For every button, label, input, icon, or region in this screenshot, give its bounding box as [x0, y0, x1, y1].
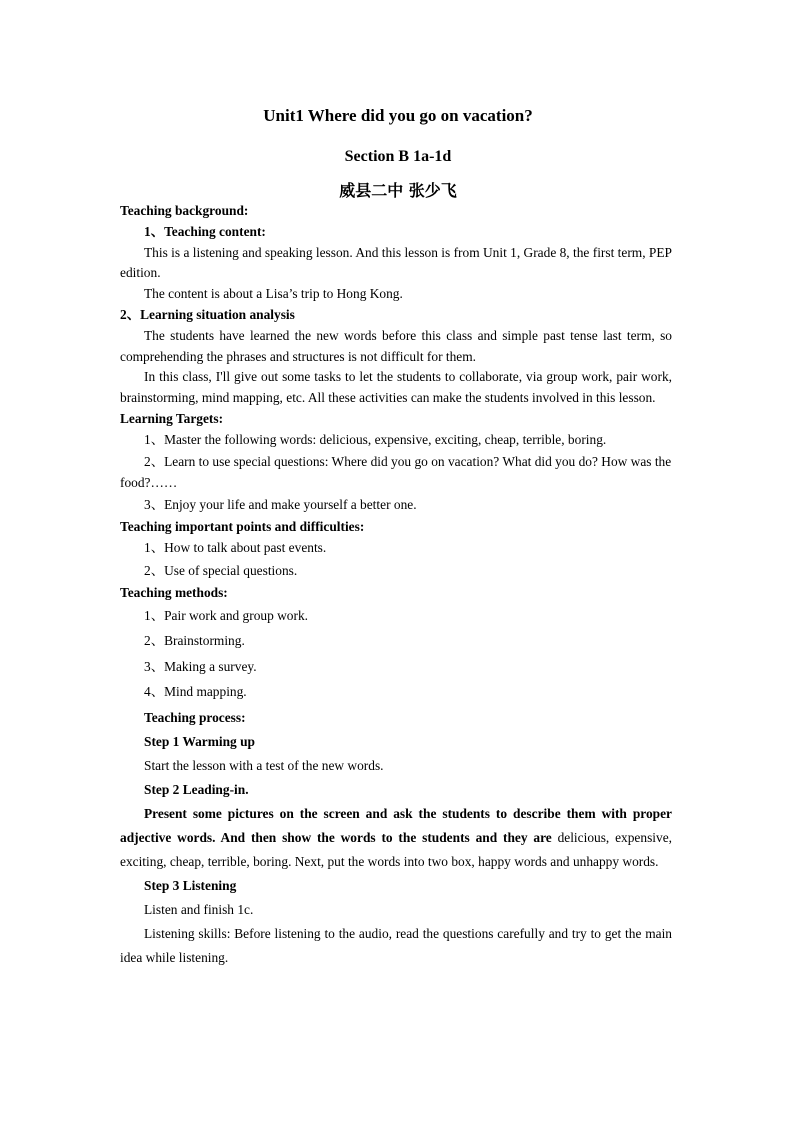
step1-text: Start the lesson with a test of the new words. — [144, 757, 384, 773]
step2-plain-text: delicious, expensive, exciting, cheap, terrible, boring. Next, put the words into two box, happy words and unhappy words. — [120, 829, 672, 869]
methods-heading: Teaching methods: — [120, 584, 228, 600]
author-line: 威县二中 张少飞 — [339, 181, 457, 200]
list-item: 3、Making a survey. — [144, 658, 257, 674]
list-item: 1、How to talk about past events. — [144, 540, 327, 556]
content-paragraph: This is a listening and speaking lesson. And this lesson is from Unit 1, Grade 8, the first term, PEP edition. — [120, 244, 672, 281]
content-paragraph: The content is about a Lisa’s trip to Hong Kong. — [144, 286, 403, 302]
targets-heading: Learning Targets: — [120, 410, 224, 426]
list-item: 2、Use of special questions. — [144, 562, 298, 578]
list-item: 2、Learn to use special questions: Where did you go on vacation? What did you do? How was the food?…… — [120, 454, 672, 490]
step3-tip: Listening skills: Before listening to the audio, read the questions carefully and try to get the main idea while listening. — [120, 925, 672, 965]
step1-heading: Step 1 Warming up — [144, 733, 255, 749]
process-heading: Teaching process: — [144, 709, 246, 725]
situation-heading: 2、Learning situation analysis — [120, 306, 295, 322]
list-item: 2、Brainstorming. — [144, 633, 245, 649]
document-title: Unit1 Where did you go on vacation? — [263, 106, 533, 125]
step3-heading: Step 3 Listening — [144, 877, 237, 893]
situation-paragraph: The students have learned the new words before this class and simple past tense last term, so comprehending the phrases and structures is not difficult for them. — [120, 327, 672, 364]
situation-paragraph: In this class, I'll give out some tasks to let the students to collaborate, via group work, pair work, brainstorming, mind mapping, etc. All these activities can make the students involved in this lesson. — [120, 369, 672, 406]
section-title: Section B 1a-1d — [344, 148, 452, 165]
content-heading: 1、Teaching content: — [144, 223, 266, 239]
step2-heading: Step 2 Leading-in. — [144, 781, 249, 797]
lesson-plan-text — [120, 201, 672, 970]
step3-text: Listen and finish 1c. — [144, 901, 254, 917]
points-heading: Teaching important points and difficulties: — [120, 519, 365, 535]
lower-section — [120, 604, 672, 970]
list-item: 1、Master the following words: delicious, expensive, exciting, cheap, terrible, boring. — [144, 431, 607, 447]
step2-bold-text: Present some pictures on the screen and ask the students to describe them with proper adjective words. And then show the words to the students and they are — [120, 805, 672, 845]
background-heading: Teaching background: — [120, 203, 249, 218]
list-item: 4、Mind mapping. — [144, 684, 247, 700]
list-item: 1、Pair work and group work. — [144, 607, 309, 623]
list-item: 3、Enjoy your life and make yourself a better one. — [144, 497, 417, 513]
step2-paragraph — [120, 802, 672, 874]
